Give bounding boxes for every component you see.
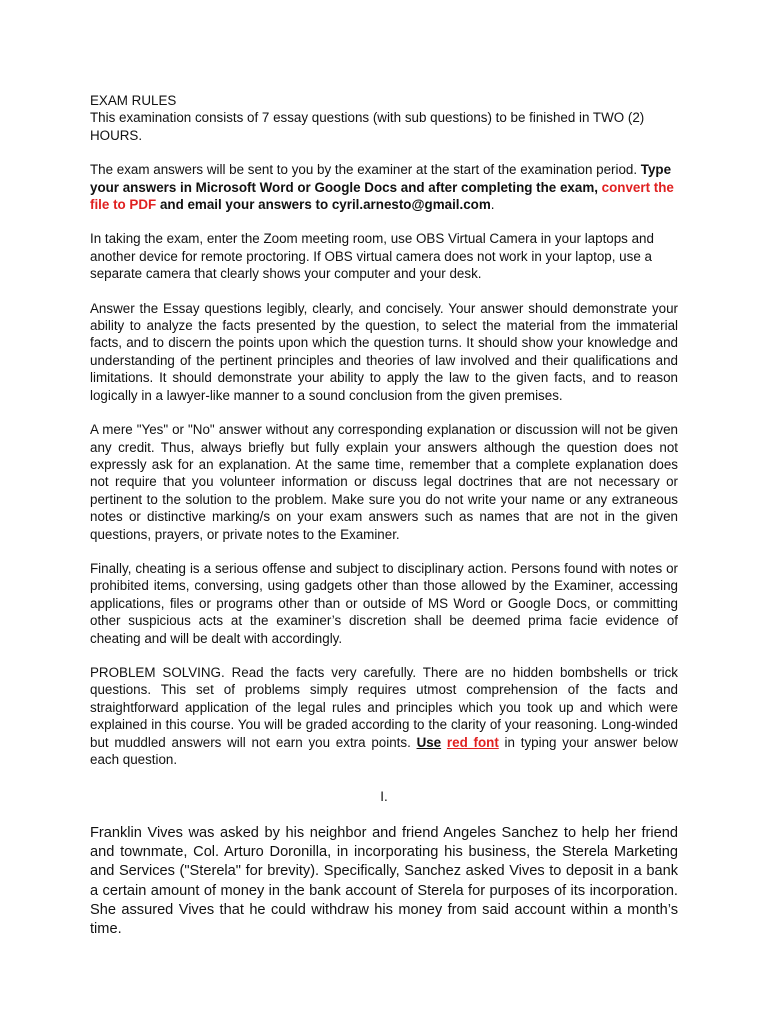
answer-submission-paragraph	[90, 161, 678, 213]
exam-rules-section	[90, 92, 678, 144]
answer-submission-bold-1: Type your answers in Microsoft Word or Google Docs and after completing the exam,	[90, 162, 672, 195]
answer-submission-lead: The exam answers will be sent to you by the examiner at the start of the examination period.	[90, 162, 641, 178]
problem-solving-text: PROBLEM SOLVING. Read the facts very carefully. There are no hidden bombshells or trick questions. This set of problems simply requires utmost comprehension of the facts and straightforward application of the legal rules and principles which you took up and which were explained in this course. You will be graded according to the clarity of your reasoning. Long-winded but muddled answers will not earn you extra points.	[90, 664, 678, 750]
question-number: I.	[380, 789, 388, 805]
question-body: Franklin Vives was asked by his neighbor and friend Angeles Sanchez to help her friend and townmate, Col. Arturo Doronilla, in incorporating his business, the Sterela Marketing and Services ("Sterela" for brevity). Specifically, Sanchez asked Vives to deposit in a bank a certain amount of money in the bank account of Sterela for purposes of its incorporation. She assured Vives that he could withdraw his money from said account within a month’s time.	[90, 824, 678, 938]
problem-solving-paragraph	[90, 664, 678, 768]
answer-submission-tail: .	[490, 197, 495, 213]
proctoring-paragraph: In taking the exam, enter the Zoom meeting room, use OBS Virtual Camera in your laptops and another device for remote proctoring. If OBS virtual camera does not work in your laptop, use a separate camera that clearly shows your computer and your desk.	[90, 231, 654, 282]
problem-solving-tail: in typing your answer below each question.	[90, 734, 678, 767]
explanation-paragraph: A mere "Yes" or "No" answer without any corresponding explanation or discussion will not be given any credit. Thus, always briefly but fully explain your answers although the question does not expressly ask for an explanation. At the same time, remember that a complete explanation does not require that you volunteer information or discuss legal doctrines that are not necessary or pertinent to the solution to the problem. Make sure you do not write your name or any extraneous notes or distinctive marking/s on your exam answers such as names that are not in the given questions, prayers, or private notes to the Examiner.	[90, 422, 678, 542]
exam-document	[90, 92, 678, 940]
use-label: Use	[416, 734, 442, 750]
essay-guidance-paragraph: Answer the Essay questions legibly, clearly, and concisely. Your answer should demonstrate your ability to analyze the facts presented by the question, to select the material from the immaterial facts, and to discern the points upon which the question turns. It should show your knowledge and understanding of the pertinent principles and theories of law involved and their qualifications and limitations. It should demonstrate your ability to apply the law to the given facts, and to reason logically in a lawyer-like manner to a sound conclusion from the given premises.	[90, 300, 678, 403]
red-font-label: red font	[446, 734, 499, 750]
cheating-paragraph: Finally, cheating is a serious offense and subject to disciplinary action. Persons found with notes or prohibited items, conversing, using gadgets other than those allowed by the Examiner, accessing applications, files or programs other than or outside of MS Word or Google Docs, or committing other suspicious acts at the examiner’s discretion shall be deemed prima facie evidence of cheating and will be dealt with accordingly.	[90, 560, 678, 646]
exam-rules-heading: EXAM RULES	[90, 93, 177, 108]
convert-to-pdf-highlight: convert the file to PDF	[90, 179, 674, 213]
answer-submission-bold-2: and email your answers to cyril.arnesto@gmail.com	[156, 197, 491, 213]
exam-rules-intro: This examination consists of 7 essay questions (with sub questions) to be finished in TWO (2) HOURS.	[90, 110, 645, 143]
